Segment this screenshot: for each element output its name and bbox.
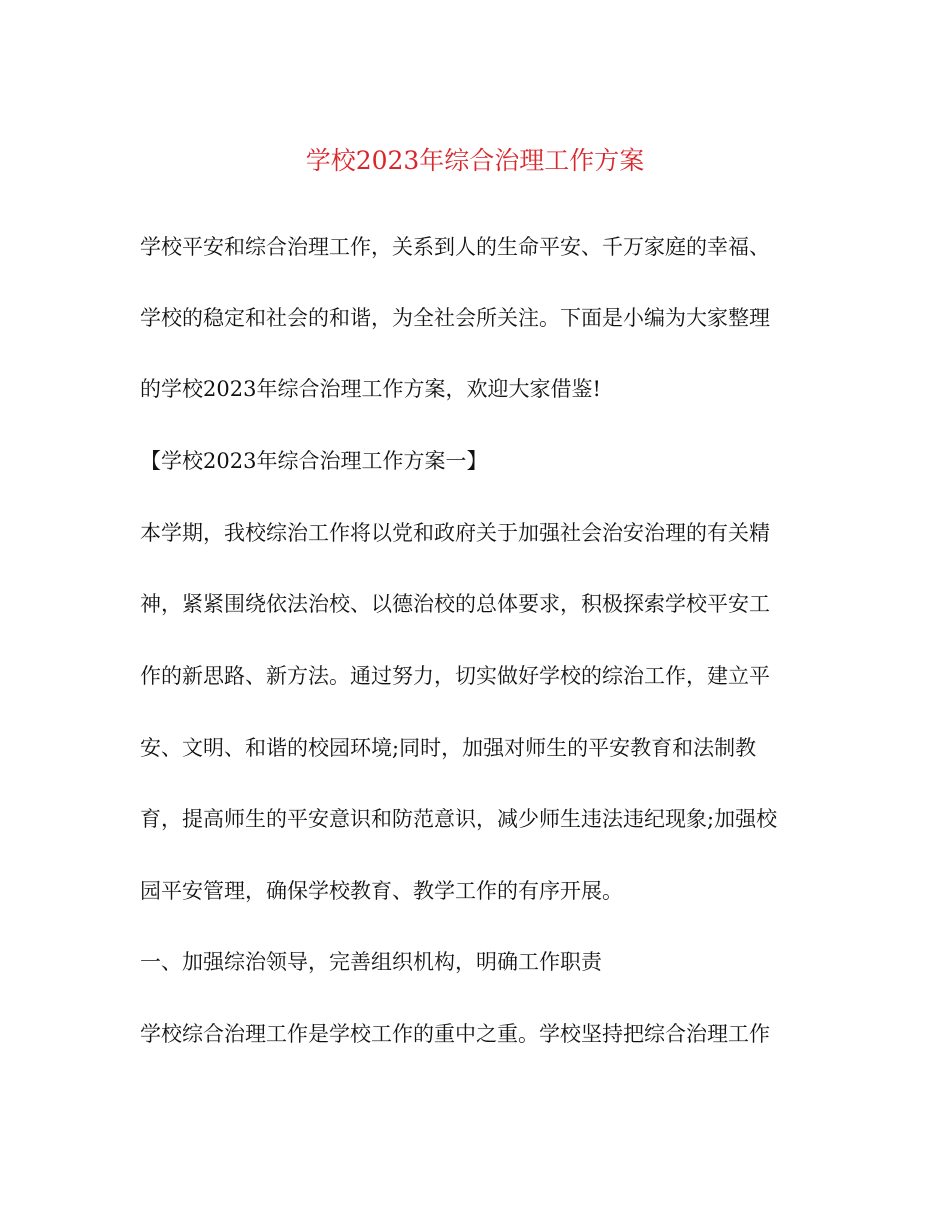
paragraph-line: 学校的稳定和社会的和谐，为全社会所关注。下面是小编为大家整理 <box>140 306 770 330</box>
paragraph-line: 安、文明、和谐的校园环境;同时，加强对师生的平安教育和法制教 <box>140 736 757 760</box>
paragraph-line: 园平安管理，确保学校教育、教学工作的有序开展。 <box>140 879 623 903</box>
paragraph-line: 作的新思路、新方法。通过努力，切实做好学校的综治工作，建立平 <box>140 664 770 688</box>
paragraph-line: 学校平安和综合治理工作，关系到人的生命平安、千万家庭的幸福、 <box>140 235 770 259</box>
paragraph-line: 神，紧紧围绕依法治校、以德治校的总体要求，积极探索学校平安工 <box>140 592 770 616</box>
paragraph-line: 的学校2023年综合治理工作方案，欢迎大家借鉴! <box>140 377 601 401</box>
subsection-heading: 一、加强综治领导，完善组织机构，明确工作职责 <box>140 950 602 974</box>
section-heading: 【学校2023年综合治理工作方案一】 <box>140 449 488 473</box>
paragraph-line: 学校综合治理工作是学校工作的重中之重。学校坚持把综合治理工作 <box>140 1022 770 1046</box>
paragraph-line: 本学期，我校综治工作将以党和政府关于加强社会治安治理的有关精 <box>140 521 770 545</box>
paragraph-line: 育，提高师生的平安意识和防范意识，减少师生违法违纪现象;加强校 <box>140 807 778 831</box>
document-title: 学校2023年综合治理工作方案 <box>305 146 645 175</box>
